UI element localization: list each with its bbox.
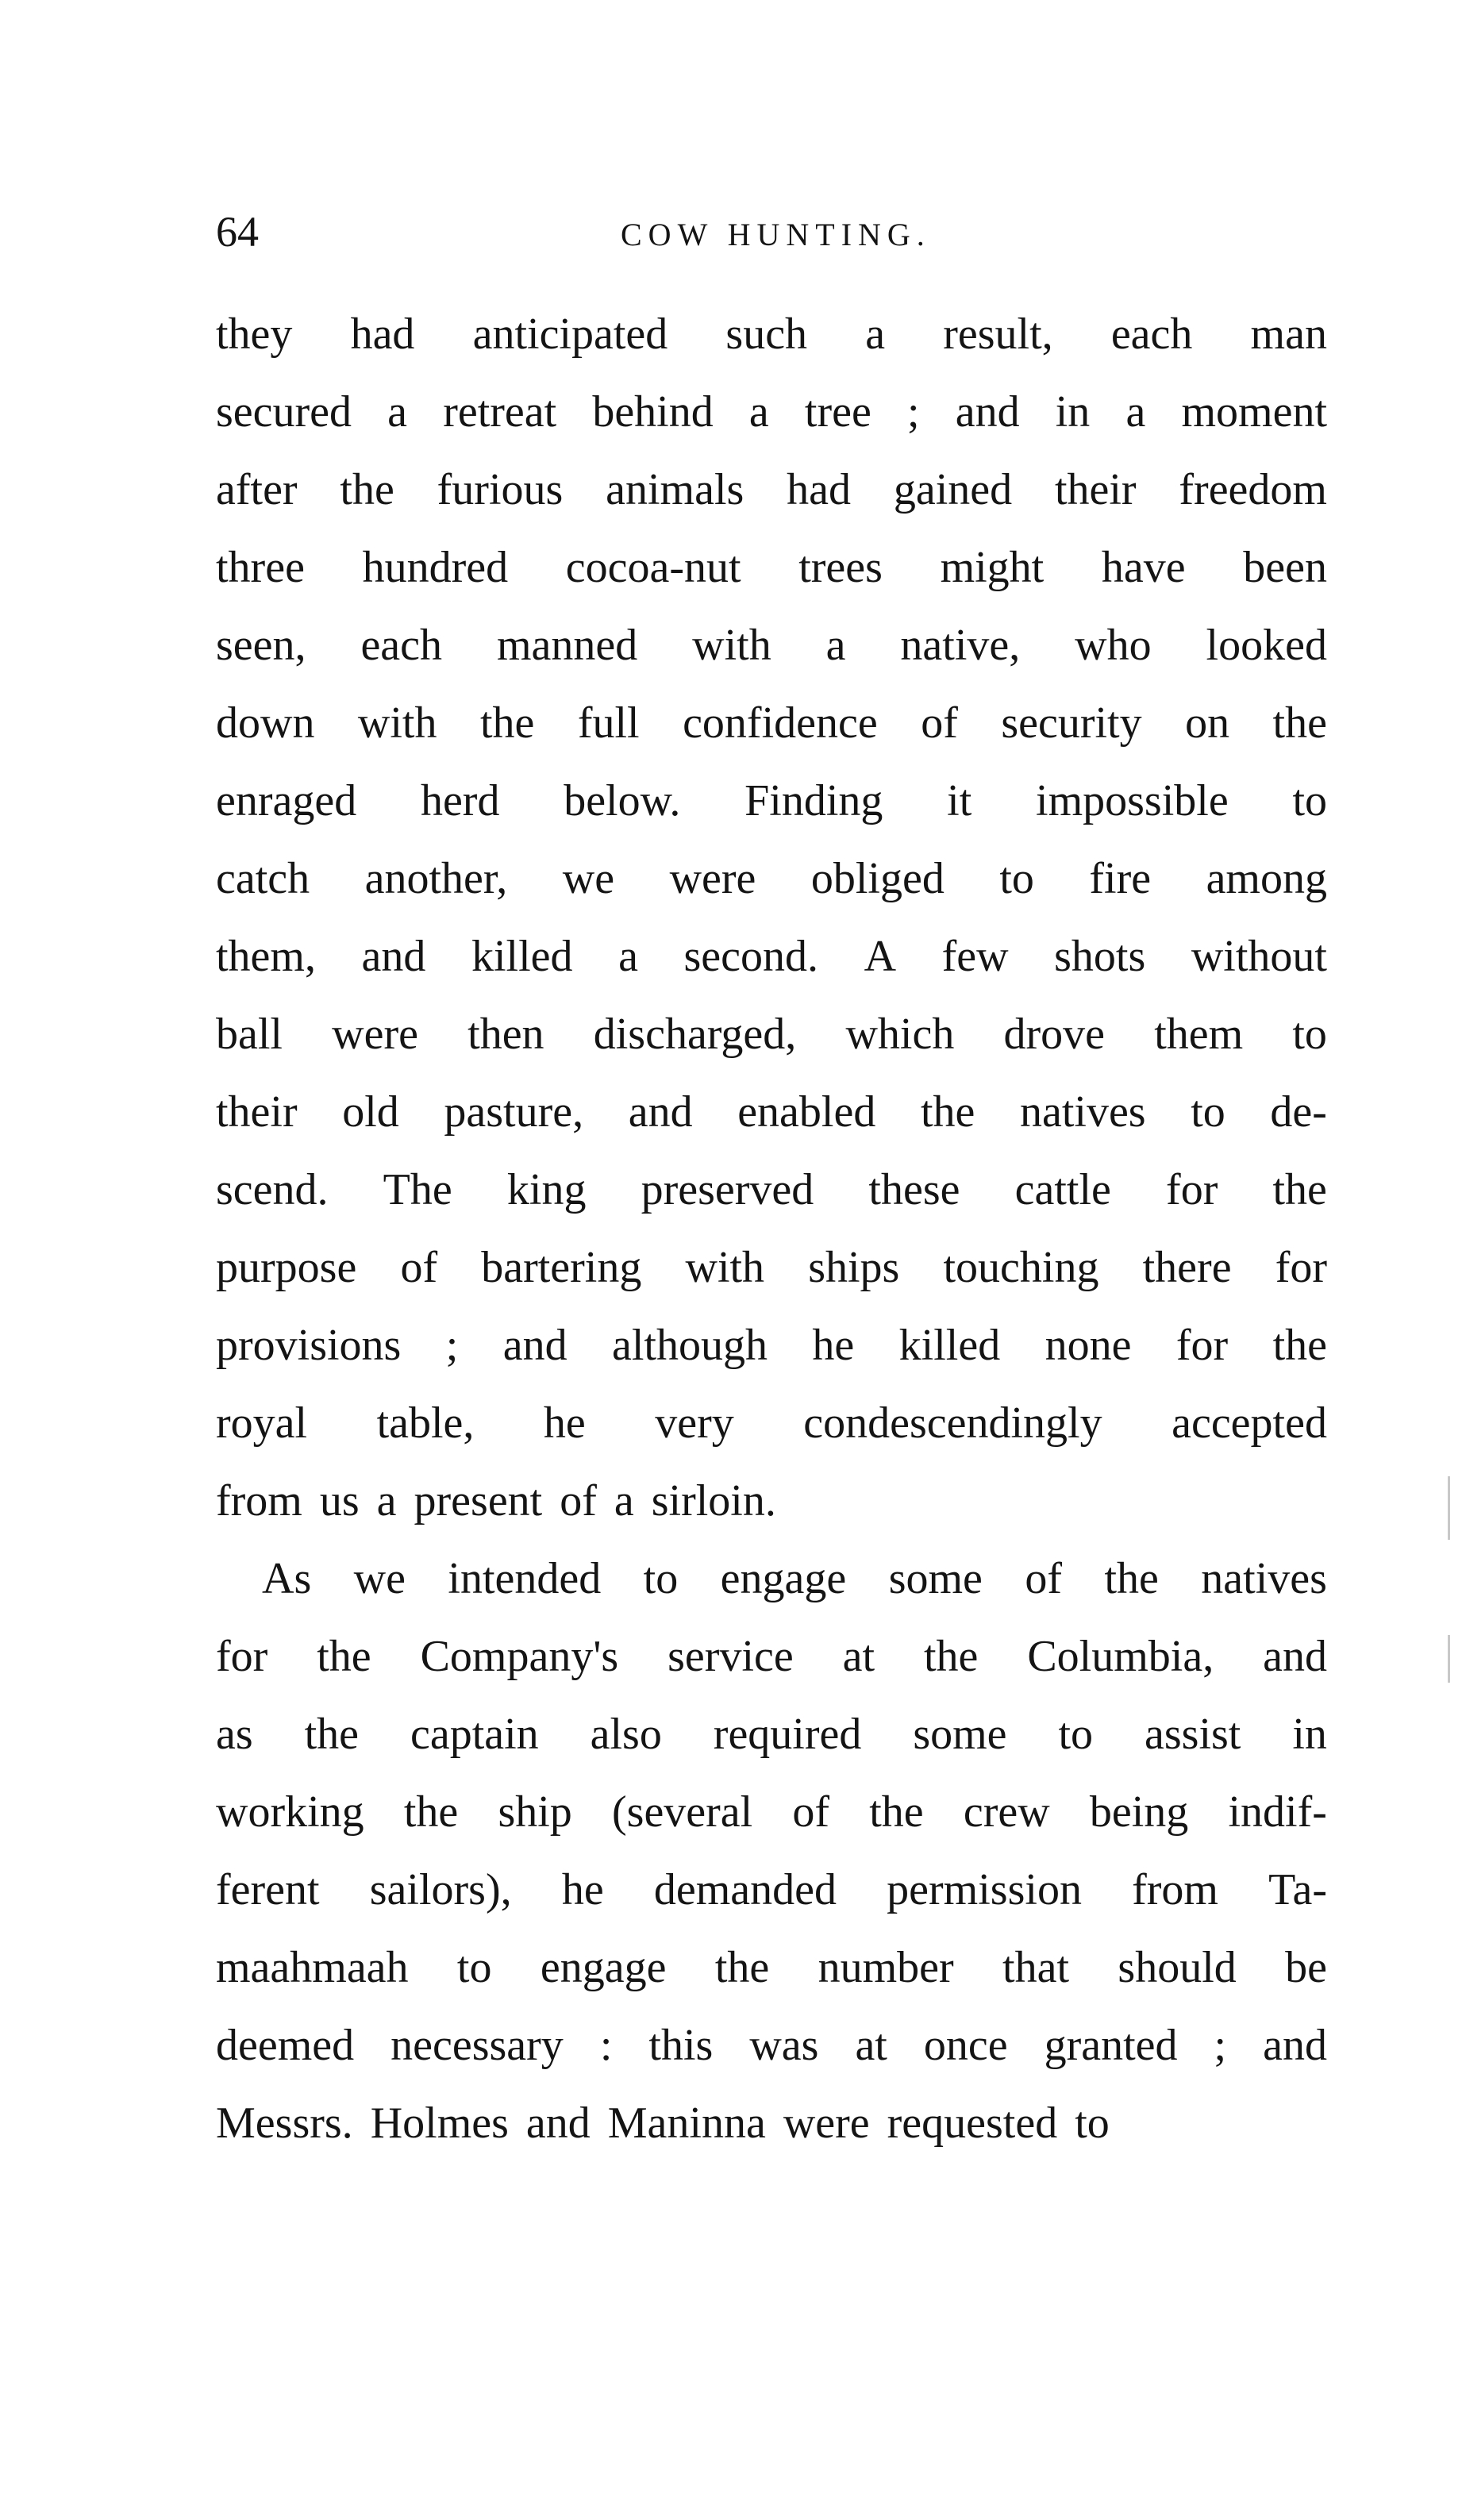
- running-head: [216, 208, 1327, 271]
- page-edge-mark: [1448, 1635, 1450, 1683]
- text-line: catch another, we were obliged to fire among: [216, 854, 1327, 903]
- text-line: for the Company's service at the Columbia, and: [216, 1632, 1327, 1681]
- text-line: provisions ; and although he killed none for the: [216, 1321, 1327, 1370]
- text-line: As we intended to engage some of the natives: [262, 1554, 1327, 1603]
- text-line: purpose of bartering with ships touching there for: [216, 1243, 1327, 1292]
- text-line: ferent sailors), he demanded permission from Ta-: [216, 1865, 1327, 1914]
- text-line: they had anticipated such a result, each man: [216, 310, 1327, 359]
- text-line: from us a present of a sirloin.: [216, 1476, 776, 1525]
- text-line: secured a retreat behind a tree ; and in a moment: [216, 387, 1327, 437]
- running-title: COW HUNTING.: [621, 217, 931, 252]
- paragraph: [216, 295, 1327, 1540]
- paragraph: [216, 1540, 1327, 2162]
- text-line: enraged herd below. Finding it impossible to: [216, 776, 1327, 825]
- page-number: 64: [216, 208, 259, 256]
- text-line: scend. The king preserved these cattle for the: [216, 1165, 1327, 1214]
- text-line: seen, each manned with a native, who looked: [216, 621, 1327, 670]
- text-line: as the captain also required some to assist in: [216, 1710, 1327, 1759]
- text-line: them, and killed a second. A few shots without: [216, 932, 1327, 981]
- text-line: working the ship (several of the crew being indif-: [216, 1787, 1327, 1837]
- text-line: their old pasture, and enabled the natives to de-: [216, 1087, 1327, 1137]
- text-line: maahmaah to engage the number that should be: [216, 1943, 1327, 1992]
- page-edge-mark: [1448, 1476, 1450, 1540]
- text-line: Messrs. Holmes and Maninna were requested to: [216, 2099, 1110, 2148]
- text-line: ball were then discharged, which drove them to: [216, 1010, 1327, 1059]
- text-line: three hundred cocoa-nut trees might have been: [216, 543, 1327, 592]
- text-line: down with the full confidence of security on the: [216, 698, 1327, 748]
- body-text: [216, 295, 1327, 2162]
- text-line: deemed necessary : this was at once granted ; and: [216, 2021, 1327, 2070]
- text-line: after the furious animals had gained their freedom: [216, 465, 1327, 514]
- text-line: royal table, he very condescendingly accepted: [216, 1399, 1327, 1448]
